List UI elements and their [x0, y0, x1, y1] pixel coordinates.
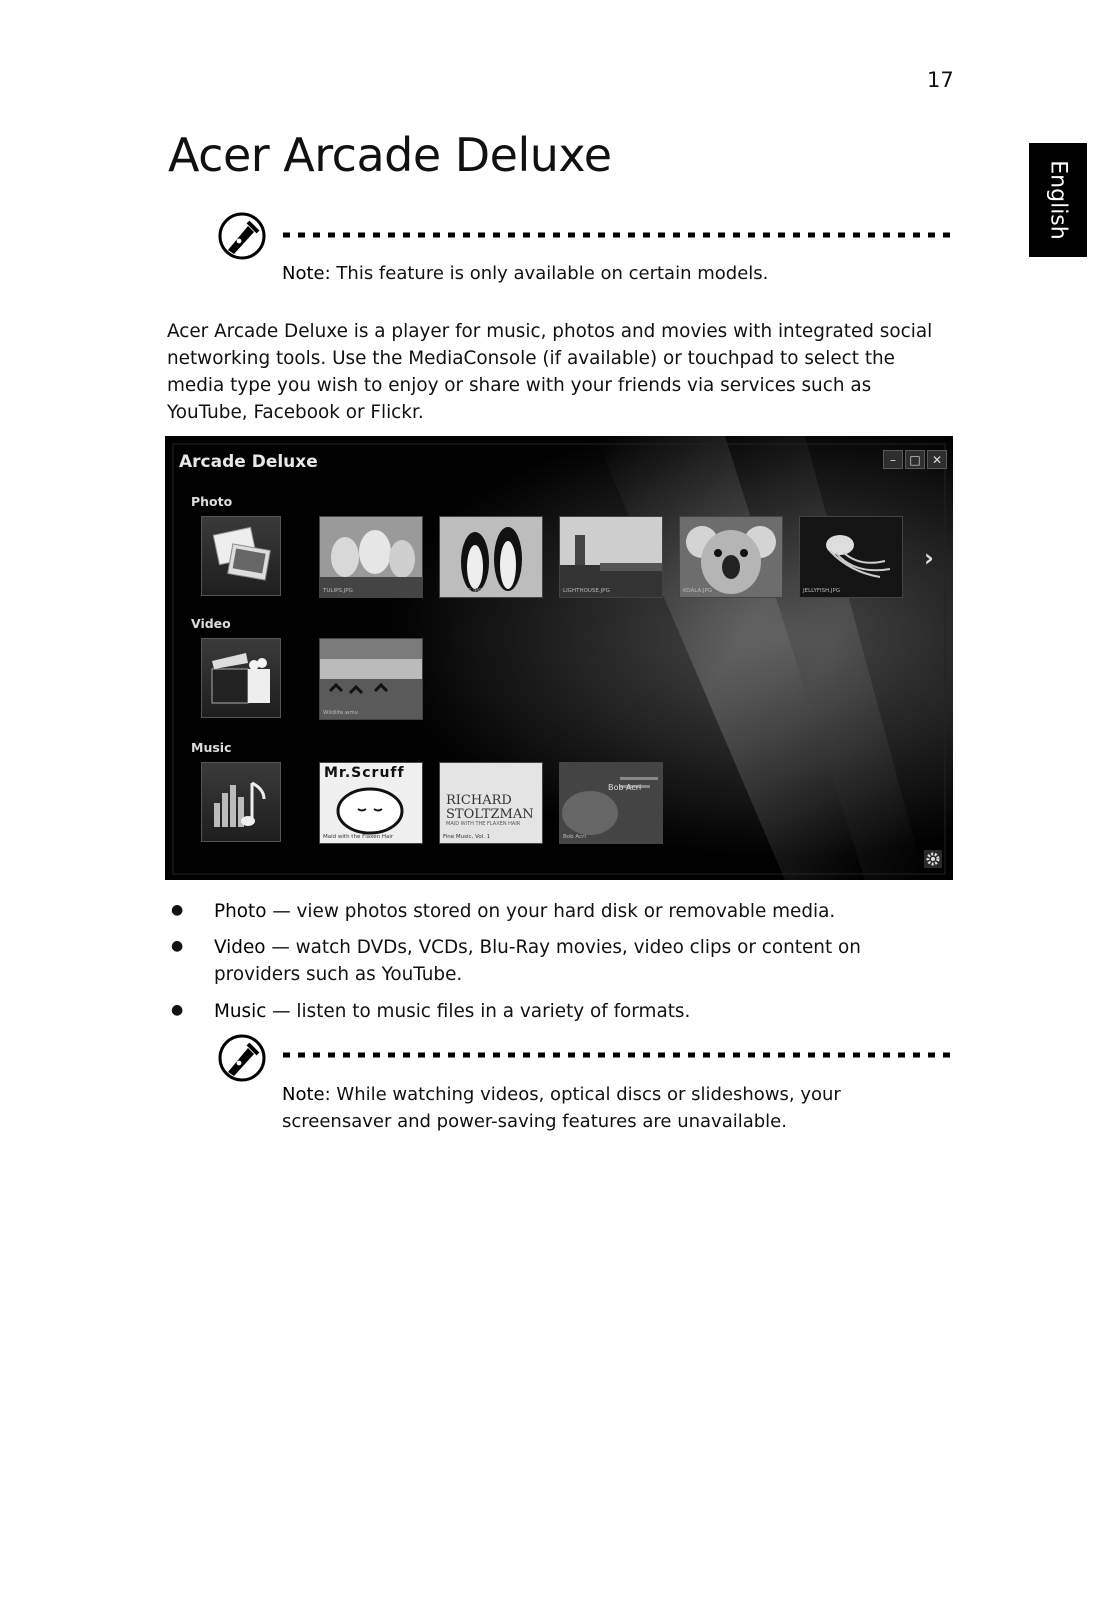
- bullet-photo: [214, 898, 934, 925]
- bob-acri-art: [560, 763, 662, 843]
- koala-image: [680, 517, 782, 597]
- music-note-icon: [202, 763, 280, 841]
- bullet-dot: ●: [171, 902, 184, 918]
- wildlife-image: [320, 639, 422, 719]
- thumb-caption: JELLYFISH.JPG: [803, 588, 841, 594]
- clapperboard-icon: [202, 639, 280, 717]
- note-label: Note:: [282, 263, 331, 284]
- section-label-music: Music: [191, 740, 232, 755]
- note-divider: [283, 1051, 951, 1059]
- music-thumb-bob-acri[interactable]: [559, 762, 663, 844]
- bullet-text: — watch DVDs, VCDs, Blu-Ray movies, video clips or content on providers such as YouTube.: [214, 937, 861, 985]
- app-title: Arcade Deluxe: [179, 452, 318, 472]
- note-divider: [283, 231, 951, 239]
- note-text: : While watching videos, optical discs or slideshows, your screensaver and power-saving features are unavailable.: [282, 1084, 841, 1132]
- photo-thumb-koala[interactable]: [679, 516, 783, 598]
- note-label: Note: [282, 1084, 325, 1105]
- bullet-dot: ●: [171, 1002, 184, 1018]
- bullet-term: Video: [214, 937, 266, 958]
- language-tab-label: English: [1045, 160, 1071, 240]
- photo-thumb-jellyfish[interactable]: [799, 516, 903, 598]
- thumb-caption: Maid with the Flaxen Hair: [323, 834, 394, 840]
- photo-thumb-penguins[interactable]: [439, 516, 543, 598]
- note-2: [282, 1081, 922, 1135]
- music-category-tile[interactable]: [201, 762, 281, 842]
- album-art-text: Mr.Scruff: [324, 765, 405, 781]
- close-button[interactable]: ✕: [927, 450, 947, 469]
- note-text: This feature is only available on certain models.: [330, 263, 769, 284]
- album-art-text-2: STOLTZMAN: [446, 807, 534, 822]
- jellyfish-image: [800, 517, 902, 597]
- thumb-caption: TULIPS.JPG: [323, 588, 353, 594]
- arcade-deluxe-screenshot: [165, 436, 953, 880]
- thumb-caption: PENGUINS.JPG: [443, 588, 483, 594]
- section-label-video: Video: [191, 616, 231, 631]
- bullet-text: — view photos stored on your hard disk or removable media.: [266, 901, 836, 922]
- thumb-caption: Wildlife.wmv: [323, 710, 359, 716]
- maximize-button[interactable]: □: [905, 450, 925, 469]
- music-thumb-richard-stoltzman[interactable]: [439, 762, 543, 844]
- gear-icon[interactable]: [924, 850, 942, 868]
- minimize-button[interactable]: –: [883, 450, 903, 469]
- thumb-caption: LIGHTHOUSE.JPG: [563, 588, 610, 594]
- video-category-tile[interactable]: [201, 638, 281, 718]
- intro-paragraph: Acer Arcade Deluxe is a player for music, photos and movies with integrated social networking tools. Use the MediaConsole (if available) or touchpad to select the media type you wish to enjoy or share with your friends via services such as YouTube, Facebook or Flickr.: [167, 321, 933, 423]
- bullet-dot: ●: [171, 938, 184, 954]
- photo-category-tile[interactable]: [201, 516, 281, 596]
- bullet-music: [214, 998, 934, 1025]
- note-pen-icon: [218, 212, 266, 260]
- thumb-caption: Bob Acri: [563, 834, 586, 840]
- photo-thumb-tulips[interactable]: [319, 516, 423, 598]
- photo-icon: [202, 517, 280, 595]
- thumb-caption: Fine Music, Vol. 1: [443, 834, 491, 840]
- section-label-photo: Photo: [191, 494, 233, 509]
- bullet-term: Music: [214, 1001, 267, 1022]
- page-number: 17: [927, 68, 954, 92]
- album-art-text: Bob Acri: [608, 783, 642, 792]
- bullet-text: — listen to music files in a variety of formats.: [266, 1001, 691, 1022]
- tulips-image: [320, 517, 422, 597]
- video-thumb-wildlife[interactable]: [319, 638, 423, 720]
- note-1: [282, 260, 768, 287]
- next-arrow-icon[interactable]: ›: [924, 544, 934, 572]
- bullet-video: [214, 934, 934, 988]
- page-title: Acer Arcade Deluxe: [168, 128, 612, 182]
- photo-thumb-lighthouse[interactable]: [559, 516, 663, 598]
- note-pen-icon: [218, 1034, 266, 1082]
- lighthouse-image: [560, 517, 662, 597]
- bullet-term: Photo: [214, 901, 267, 922]
- music-thumb-mr-scruff[interactable]: [319, 762, 423, 844]
- language-tab: [1029, 143, 1087, 257]
- album-art-text-1: RICHARD: [446, 793, 512, 808]
- album-art-text-3: MAID WITH THE FLAXEN HAIR: [446, 821, 521, 827]
- thumb-caption: KOALA.JPG: [683, 588, 713, 594]
- penguins-image: [440, 517, 542, 597]
